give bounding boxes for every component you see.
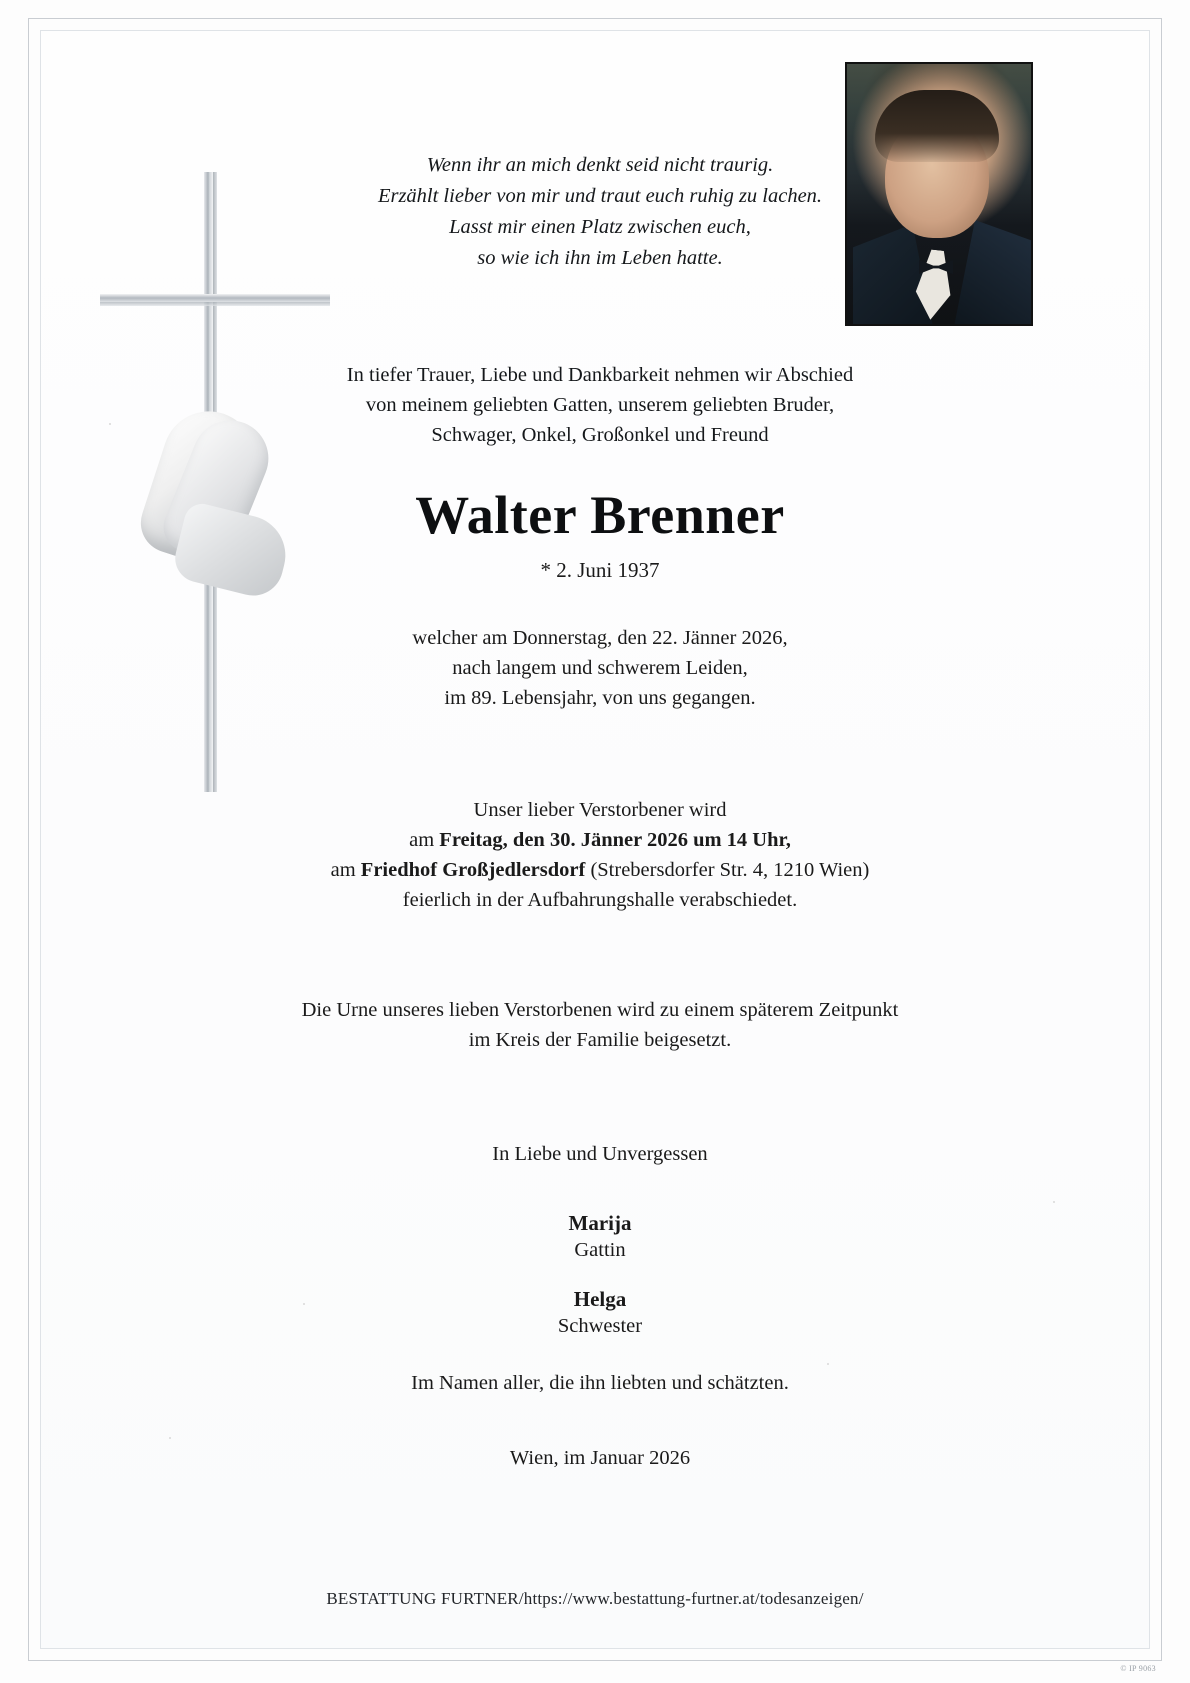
ceremony-details xyxy=(230,795,970,915)
ceremony-line-2-prefix: am xyxy=(409,829,440,851)
ceremony-line-3-prefix: am xyxy=(330,859,361,881)
passing-line-1: welcher am Donnerstag, den 22. Jänner 2026, xyxy=(412,627,788,649)
intro-line-1: In tiefer Trauer, Liebe und Dankbarkeit nehmen wir Abschied xyxy=(346,364,854,386)
passing-line-3: im 89. Lebensjahr, von uns gegangen. xyxy=(444,687,756,709)
memorial-poem xyxy=(230,150,970,274)
ceremony-line-1: Unser lieber Verstorbener wird xyxy=(473,799,727,821)
place-and-date: Wien, im Januar 2026 xyxy=(509,1447,691,1469)
intro-line-3: Schwager, Onkel, Großonkel und Freund xyxy=(431,424,769,446)
passing-details xyxy=(230,623,970,713)
funeral-home-footer: BESTATTUNG FURTNER/https://www.bestattung-furtner.at/todesanzeigen/ xyxy=(326,1589,864,1608)
ceremony-line-2 xyxy=(230,825,970,855)
mourning-intro xyxy=(230,360,970,450)
poem-line-2: Erzählt lieber von mir und traut euch ruhig zu lachen. xyxy=(377,185,823,207)
survivors-list xyxy=(230,1210,970,1340)
ceremony-datetime: Freitag, den 30. Jänner 2026 um 14 Uhr, xyxy=(439,829,791,851)
copyright-mark: © IP 9063 xyxy=(1120,1664,1156,1673)
survivor-relation-2: Schwester xyxy=(557,1315,643,1337)
survivor-name-2: Helga xyxy=(573,1287,627,1311)
deceased-name: Walter Brenner xyxy=(415,485,785,545)
on-behalf-line: Im Namen aller, die ihn liebten und schätzten. xyxy=(411,1372,789,1394)
poem-line-3: Lasst mir einen Platz zwischen euch, xyxy=(449,216,751,238)
ceremony-line-3 xyxy=(230,855,970,885)
closing-love-line: In Liebe und Unvergessen xyxy=(492,1143,708,1165)
intro-line-2: von meinem geliebten Gatten, unserem geliebten Bruder, xyxy=(365,394,835,416)
urn-line-1: Die Urne unseres lieben Verstorbenen wird zu einem späterem Zeitpunkt xyxy=(301,999,899,1021)
urn-line-2: im Kreis der Familie beigesetzt. xyxy=(468,1029,732,1051)
survivor-name-1: Marija xyxy=(568,1211,632,1235)
notice-text-column xyxy=(230,120,970,1470)
poem-line-4: so wie ich ihn im Leben hatte. xyxy=(477,247,723,269)
ceremony-location: Friedhof Großjedlersdorf xyxy=(360,859,586,881)
birth-date: * 2. Juni 1937 xyxy=(540,558,660,582)
survivor-relation-1: Gattin xyxy=(574,1239,626,1261)
passing-line-2: nach langem und schwerem Leiden, xyxy=(452,657,748,679)
ceremony-address: (Strebersdorfer Str. 4, 1210 Wien) xyxy=(585,859,870,881)
ceremony-line-4: feierlich in der Aufbahrungshalle verabschiedet. xyxy=(402,889,798,911)
poem-line-1: Wenn ihr an mich denkt seid nicht traurig. xyxy=(426,154,774,176)
urn-note xyxy=(230,995,970,1055)
